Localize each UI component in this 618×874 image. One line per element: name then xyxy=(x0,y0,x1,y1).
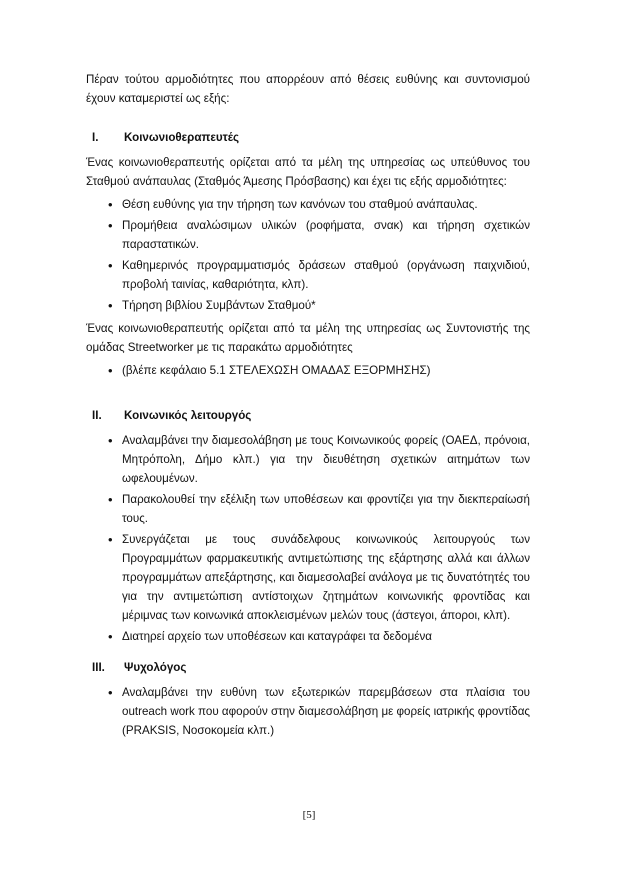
list-item: • (βλέπε κεφάλαιο 5.1 ΣΤΕΛΕΧΩΣΗ ΟΜΑΔΑΣ ΕΞΟΡΜΗΣΗΣ) xyxy=(86,361,530,380)
section-title: Κοινωνιοθεραπευτές xyxy=(124,131,240,144)
bullet-list xyxy=(86,431,530,646)
list-item: • Αναλαμβάνει την ευθύνη των εξωτερικών παρεμβάσεων στα πλαίσια του outreach work που αφορούν στην διαμεσολάβηση με φορείς ιατρικής φροντίδας (PRAKSIS, Νοσοκομεία κλπ.) xyxy=(86,683,530,740)
section-number: III. xyxy=(92,661,105,674)
section-paragraph: Ένας κοινωνιοθεραπευτής ορίζεται από τα μέλη της υπηρεσίας ως Συντονιστής της ομάδας Streetworker με τις παρακάτω αρμοδιότητες xyxy=(86,322,530,354)
section-number: I. xyxy=(92,131,99,144)
list-item: • Θέση ευθύνης για την τήρηση των κανόνων του σταθμού ανάπαυλας. xyxy=(86,195,530,214)
bullet-list xyxy=(86,195,530,315)
bullet-list xyxy=(86,361,530,380)
section-number: II. xyxy=(92,409,102,422)
list-item: • Διατηρεί αρχείο των υποθέσεων και καταγράφει τα δεδομένα xyxy=(86,627,530,646)
list-item: • Αναλαμβάνει την διαμεσολάβηση με τους Κοινωνικούς φορείς (ΟΑΕΔ, πρόνοια, Μητρόπολη, Δήμο κλπ.) για την διευθέτηση σχετικών αιτημάτων των ωφελουμένων. xyxy=(86,431,530,488)
list-item: • Καθημερινός προγραμματισμός δράσεων σταθμού (οργάνωση παιχνιδιού, προβολή ταινίας, καθαριότητα, κλπ). xyxy=(86,256,530,294)
intro-paragraph: Πέραν τούτου αρμοδιότητες που απορρέουν από θέσεις ευθύνης και συντονισμού έχουν καταμεριστεί ως εξής: xyxy=(86,73,530,105)
page-number: [5] xyxy=(302,809,316,821)
section-title: Κοινωνικός λειτουργός xyxy=(124,409,252,422)
section-heading-social-worker xyxy=(86,406,530,425)
page-content xyxy=(86,70,530,744)
section-paragraph: Ένας κοινωνιοθεραπευτής ορίζεται από τα μέλη της υπηρεσίας ως υπεύθυνος του Σταθμού ανάπαυλας (Σταθμός Άμεσης Πρόσβασης) και έχει τις εξής αρμοδιότητες: xyxy=(86,156,530,188)
section-heading-psychologist xyxy=(86,658,530,677)
list-item: • Τήρηση βιβλίου Συμβάντων Σταθμού* xyxy=(86,296,530,315)
list-item: • Παρακολουθεί την εξέλιξη των υποθέσεων και φροντίζει για την διεκπεραίωσή τους. xyxy=(86,490,530,528)
section-heading-social-therapists xyxy=(86,128,530,147)
bullet-list xyxy=(86,683,530,740)
list-item: • Προμήθεια αναλώσιμων υλικών (ροφήματα, σνακ) και τήρηση σχετικών παραστατικών. xyxy=(86,216,530,254)
list-item: • Συνεργάζεται με τους συνάδελφους κοινωνικούς λειτουργούς των Προγραμμάτων φαρμακευτικής αντιμετώπισης της εξάρτησης αλλά και άλλων προγραμμάτων απεξάρτησης, και διαμεσολαβεί ανάλογα με τις δυνατότητές του για την αντιμετώπιση αντίστοιχων ζητημάτων κοινωνικής φροντίδας και μέριμνας των κοινωνικά αποκλεισμένων μελών τους (άστεγοι, άποροι, κλπ). xyxy=(86,530,530,625)
section-title: Ψυχολόγος xyxy=(124,661,187,674)
